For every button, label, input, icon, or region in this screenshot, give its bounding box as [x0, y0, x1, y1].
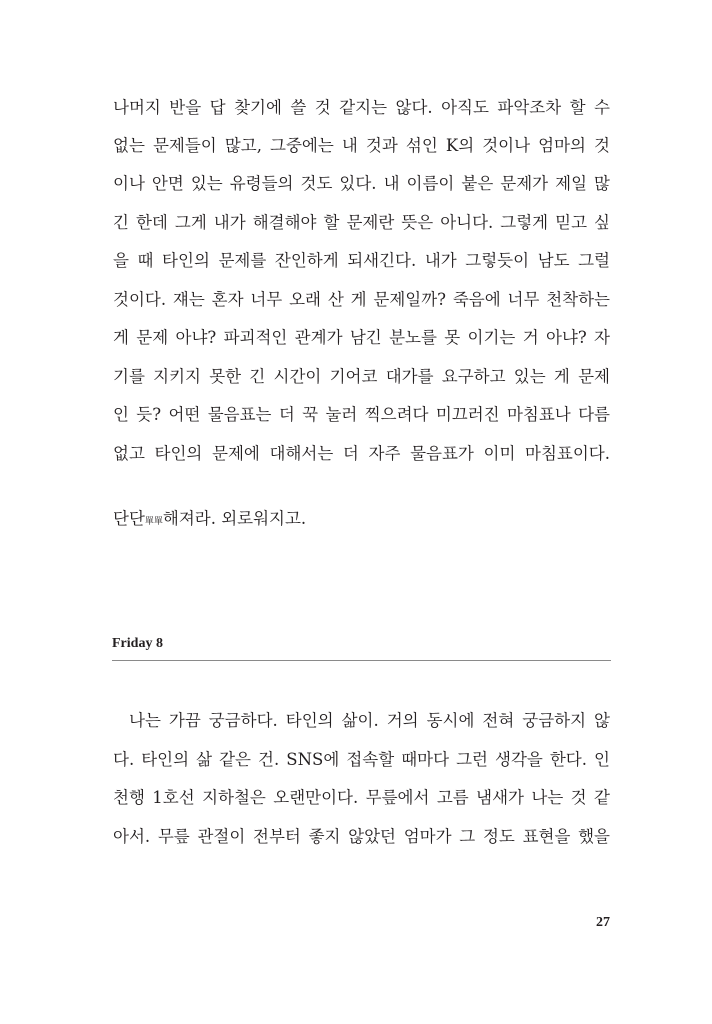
text-line: 것이다. 쟤는 혼자 너무 오래 산 게 문제일까? 죽음에 너무 천착하는	[113, 290, 610, 309]
text-line: 나머지 반을 답 찾기에 쓸 것 같지는 않다. 아직도 파악조차 할 수	[113, 98, 610, 117]
text-line: 없고 타인의 문제에 대해서는 더 자주 물음표가 이미 마침표이다.	[113, 444, 610, 463]
text-fragment: 단단	[113, 509, 145, 528]
text-line: 긴 한데 그게 내가 해결해야 할 문제란 뜻은 아니다. 그렇게 믿고 싶	[113, 213, 610, 232]
text-line: 다. 타인의 삶 같은 건. SNS에 접속할 때마다 그런 생각을 한다. 인	[113, 750, 610, 769]
section-heading: Friday 8	[112, 636, 163, 651]
text-line: 기를 지키지 못한 긴 시간이 기어코 대가를 요구하고 있는 게 문제	[113, 367, 610, 386]
text-line: 을 때 타인의 문제를 잔인하게 되새긴다. 내가 그렇듯이 남도 그럴	[113, 251, 610, 270]
text-line: 이나 안면 있는 유령들의 것도 있다. 내 이름이 붙은 문제가 제일 많	[113, 174, 610, 193]
text-line: 게 문제 아냐? 파괴적인 관계가 남긴 분노를 못 이기는 거 아냐? 자	[113, 328, 610, 347]
text-line: 없는 문제들이 많고, 그중에는 내 것과 섞인 K의 것이나 엄마의 것	[113, 136, 610, 155]
text-line-last	[113, 508, 610, 533]
text-line: 인 듯? 어떤 물음표는 더 꾹 눌러 찍으려다 미끄러진 마침표나 다름	[113, 405, 610, 424]
text-line: 아서. 무릎 관절이 전부터 좋지 않았던 엄마가 그 정도 표현을 했을	[113, 827, 610, 846]
text-line: 천행 1호선 지하철은 오랜만이다. 무릎에서 고름 냄새가 나는 것 같	[113, 788, 610, 807]
hanja-annotation: 單單	[144, 517, 163, 527]
text-line: 나는 가끔 궁금하다. 타인의 삶이. 거의 동시에 전혀 궁금하지 않	[129, 711, 610, 730]
page-number: 27	[596, 915, 610, 930]
heading-divider	[112, 660, 611, 661]
text-fragment: 해져라. 외로워지고.	[162, 509, 307, 528]
